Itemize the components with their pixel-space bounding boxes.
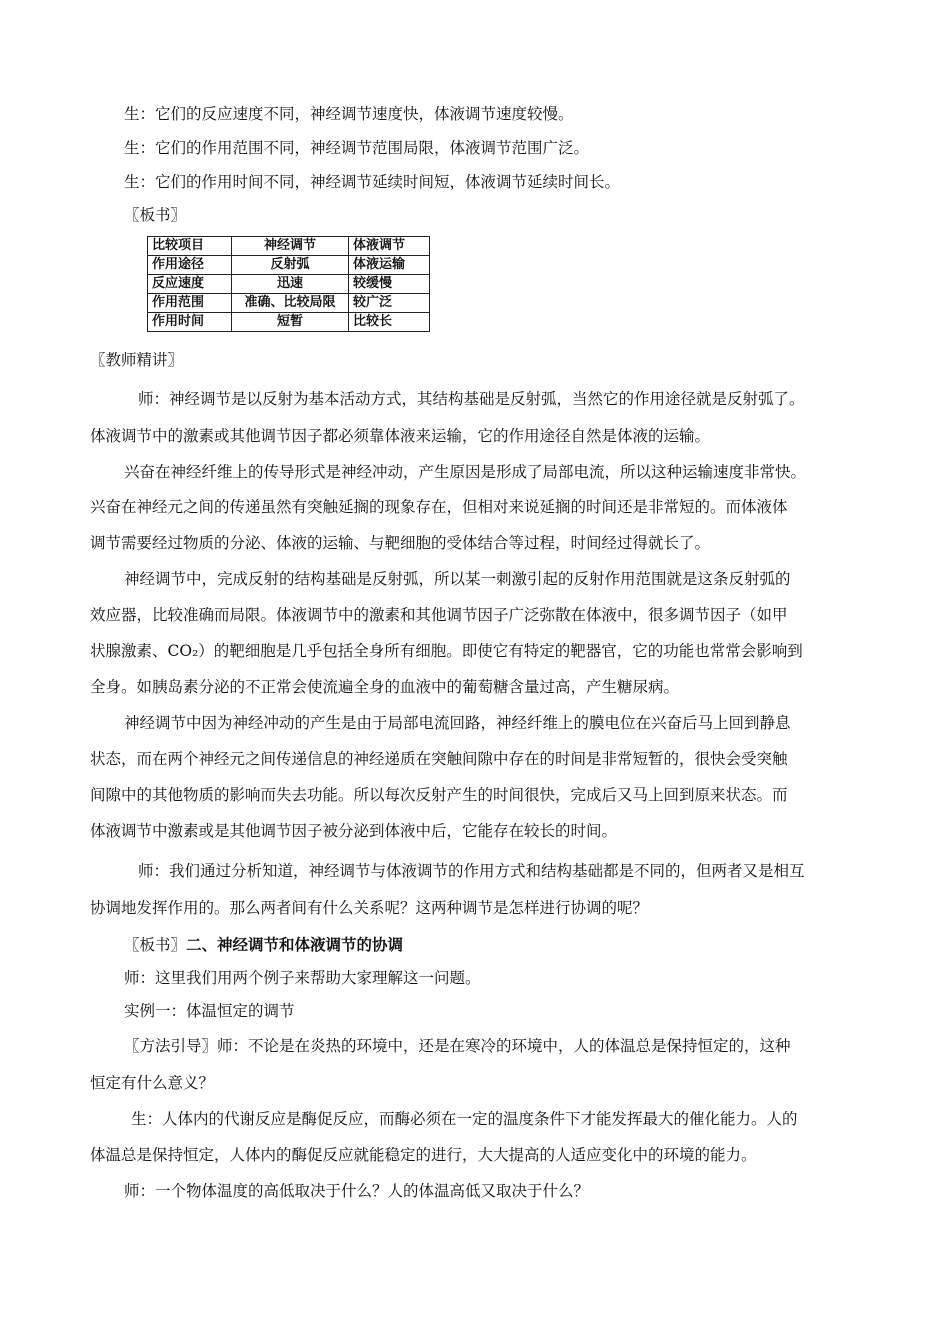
section-title: 二、神经调节和体液调节的协调 (186, 935, 404, 954)
paragraph-line: 神经调节中，完成反射的结构基础是反射弧，所以某一刺激引起的反射作用范围就是这条反射弧的 (124, 570, 791, 588)
paragraph-line: 兴奋在神经纤维上的传导形式是神经冲动，产生原因是形成了局部电流，所以这种运输速度非常快。 (124, 463, 807, 481)
table-row (148, 275, 430, 294)
paragraph-line: 师：神经调节是以反射为基本活动方式，其结构基础是反射弧，当然它的作用途径就是反射弧了。 (138, 390, 805, 408)
table-cell: 体液运输 (349, 256, 430, 275)
table-cell: 神经调节 (232, 237, 349, 256)
table-cell: 短暂 (232, 313, 349, 332)
table-cell: 体液调节 (349, 237, 430, 256)
paragraph-line: 师：我们通过分析知道，神经调节与体液调节的作用方式和结构基础都是不同的，但两者又是相互 (138, 862, 805, 880)
paragraph-line: 状腺激素、CO₂）的靶细胞是几乎包括全身所有细胞。即使它有特定的靶器官，它的功能也常常会影响到 (90, 642, 803, 660)
section-heading (0, 935, 950, 955)
table-cell: 作用途径 (148, 256, 232, 275)
paragraph-line: 效应器，比较准确而局限。体液调节中的激素和其他调节因子广泛弥散在体液中，很多调节因子（如甲 (90, 606, 788, 624)
table-cell: 比较长 (349, 313, 430, 332)
table-row (148, 256, 430, 275)
table-cell: 反射弧 (232, 256, 349, 275)
paragraph-line: 生：人体内的代谢反应是酶促反应，而酶必须在一定的温度条件下才能发挥最大的催化能力。人的 (131, 1110, 798, 1128)
paragraph-line: 兴奋在神经元之间的传递虽然有突触延搁的现象存在，但相对来说延搁的时间还是非常短的。而体液体 (90, 498, 788, 516)
student-answer-speed: 生：它们的反应速度不同，神经调节速度快，体液调节速度较慢。 (124, 105, 574, 123)
paragraph-line: 师：这里我们用两个例子来帮助大家理解这一问题。 (124, 969, 481, 987)
table-cell: 迅速 (232, 275, 349, 294)
paragraph-line: 调节需要经过物质的分泌、体液的运输、与靶细胞的受体结合等过程，时间经过得就长了。 (90, 534, 711, 552)
paragraph-line: 协调地发挥作用的。那么两者间有什么关系呢？这两种调节是怎样进行协调的呢？ (90, 899, 649, 917)
table-cell: 准确、比较局限 (232, 294, 349, 313)
teacher-lecture-label: 〖教师精讲〗 (90, 351, 184, 369)
student-answer-range: 生：它们的作用范围不同，神经调节范围局限，体液调节范围广泛。 (124, 139, 590, 157)
table-cell: 较广泛 (349, 294, 430, 313)
student-answer-time: 生：它们的作用时间不同，神经调节延续时间短，体液调节延续时间长。 (124, 173, 621, 191)
table-cell: 作用范围 (148, 294, 232, 313)
paragraph-line: 体温总是保持恒定，人体内的酶促反应就能稳定的进行，大大提高的人适应变化中的环境的能力。 (90, 1146, 757, 1164)
paragraph-line: 〖方法引导〗师：不论是在炎热的环境中，还是在寒冷的环境中，人的体温总是保持恒定的，这种 (124, 1037, 791, 1055)
paragraph-line: 状态，而在两个神经元之间传递信息的神经递质在突触间隙中存在的时间是非常短暂的，很快会受突触 (90, 750, 788, 768)
blackboard-label: 〖板书〗 (124, 936, 187, 954)
example-label: 实例一：体温恒定的调节 (124, 1002, 295, 1020)
paragraph-line: 恒定有什么意义？ (90, 1074, 215, 1092)
table-row (148, 313, 430, 332)
table-cell: 较缓慢 (349, 275, 430, 294)
table-cell: 比较项目 (148, 237, 232, 256)
table-cell: 反应速度 (148, 275, 232, 294)
blackboard-label: 〖板书〗 (124, 206, 187, 224)
table-row (148, 294, 430, 313)
paragraph-line: 全身。如胰岛素分泌的不正常会使流遍全身的血液中的葡萄糖含量过高，产生糖尿病。 (90, 678, 680, 696)
table-row (148, 237, 430, 256)
paragraph-line: 间隙中的其他物质的影响而失去功能。所以每次反射产生的时间很快，完成后又马上回到原来状态。而 (90, 786, 788, 804)
paragraph-line: 体液调节中的激素或其他调节因子都必须靠体液来运输，它的作用途径自然是体液的运输。 (90, 427, 711, 445)
paragraph-line: 神经调节中因为神经冲动的产生是由于局部电流回路，神经纤维上的膜电位在兴奋后马上回到静息 (124, 714, 791, 732)
comparison-table (147, 236, 430, 332)
paragraph-line: 体液调节中激素或是其他调节因子被分泌到体液中后，它能存在较长的时间。 (90, 822, 618, 840)
paragraph-line: 师：一个物体温度的高低取决于什么？人的体温高低又取决于什么？ (124, 1182, 590, 1200)
table-cell: 作用时间 (148, 313, 232, 332)
